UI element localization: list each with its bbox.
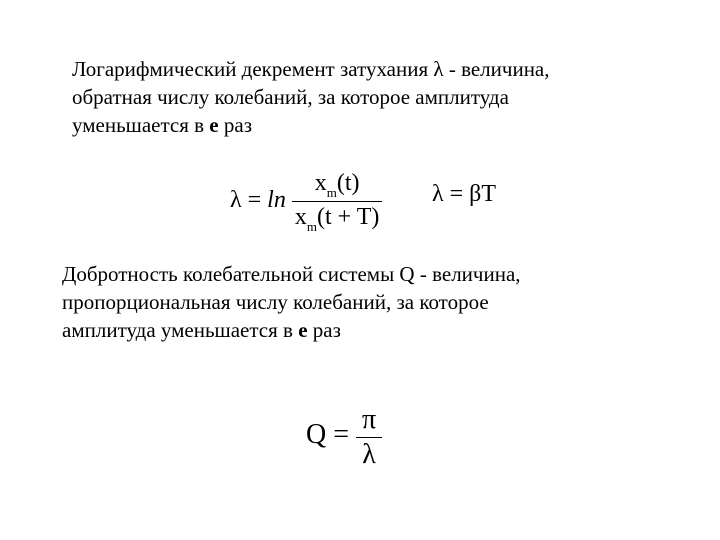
q-definition-line-1: Добротность колебательной системы Q - величина, (62, 262, 521, 286)
amplitude-ratio-numerator (292, 170, 383, 199)
lambda-definition-line-2: обратная числу колебаний, за которое амплитуда (72, 85, 509, 109)
amplitude-ratio-fraction (292, 170, 383, 233)
numerator-x: x (314, 170, 327, 196)
lambda-definition-e-symbol: е (209, 113, 219, 137)
lambda-definition-paragraph (72, 55, 550, 139)
denominator-x: x (294, 204, 307, 230)
lambda-denominator: λ (362, 439, 376, 470)
q-definition-line-2: пропорциональная числу колебаний, за которое (62, 290, 489, 314)
q-definition-line-3-suffix: раз (307, 318, 341, 342)
lambda-definition-line-3 (72, 111, 550, 139)
lambda-ln-lhs: λ = (230, 187, 268, 214)
q-fraction-bar (356, 437, 382, 438)
denominator-argument: (t + T) (316, 204, 380, 230)
numerator-argument: (t) (336, 170, 360, 196)
pi-numerator: π (362, 404, 377, 435)
denominator-subscript-m: m (306, 219, 317, 234)
numerator-subscript-m: m (326, 185, 337, 200)
lambda-definition-line-3-prefix: уменьшается в (72, 113, 210, 137)
q-definition-line-3-prefix: амплитуда уменьшается в (62, 318, 299, 342)
q-definition-e-symbol: е (298, 318, 308, 342)
lambda-ln-formula (230, 170, 382, 233)
q-lhs: Q = (306, 419, 357, 451)
lambda-definition-line-1: Логарифмический декремент затухания λ - величина, (72, 57, 550, 81)
fraction-bar (292, 201, 383, 202)
lambda-definition-line-3-suffix: раз (218, 113, 252, 137)
lambda-beta-formula: λ = βT (432, 181, 497, 207)
q-definition-line-3 (62, 316, 521, 344)
q-factor-formula (306, 405, 382, 470)
ln-function: ln (267, 187, 286, 214)
q-factor-definition-paragraph (62, 260, 521, 344)
amplitude-ratio-denominator (292, 204, 383, 233)
pi-over-lambda-fraction (356, 405, 382, 470)
